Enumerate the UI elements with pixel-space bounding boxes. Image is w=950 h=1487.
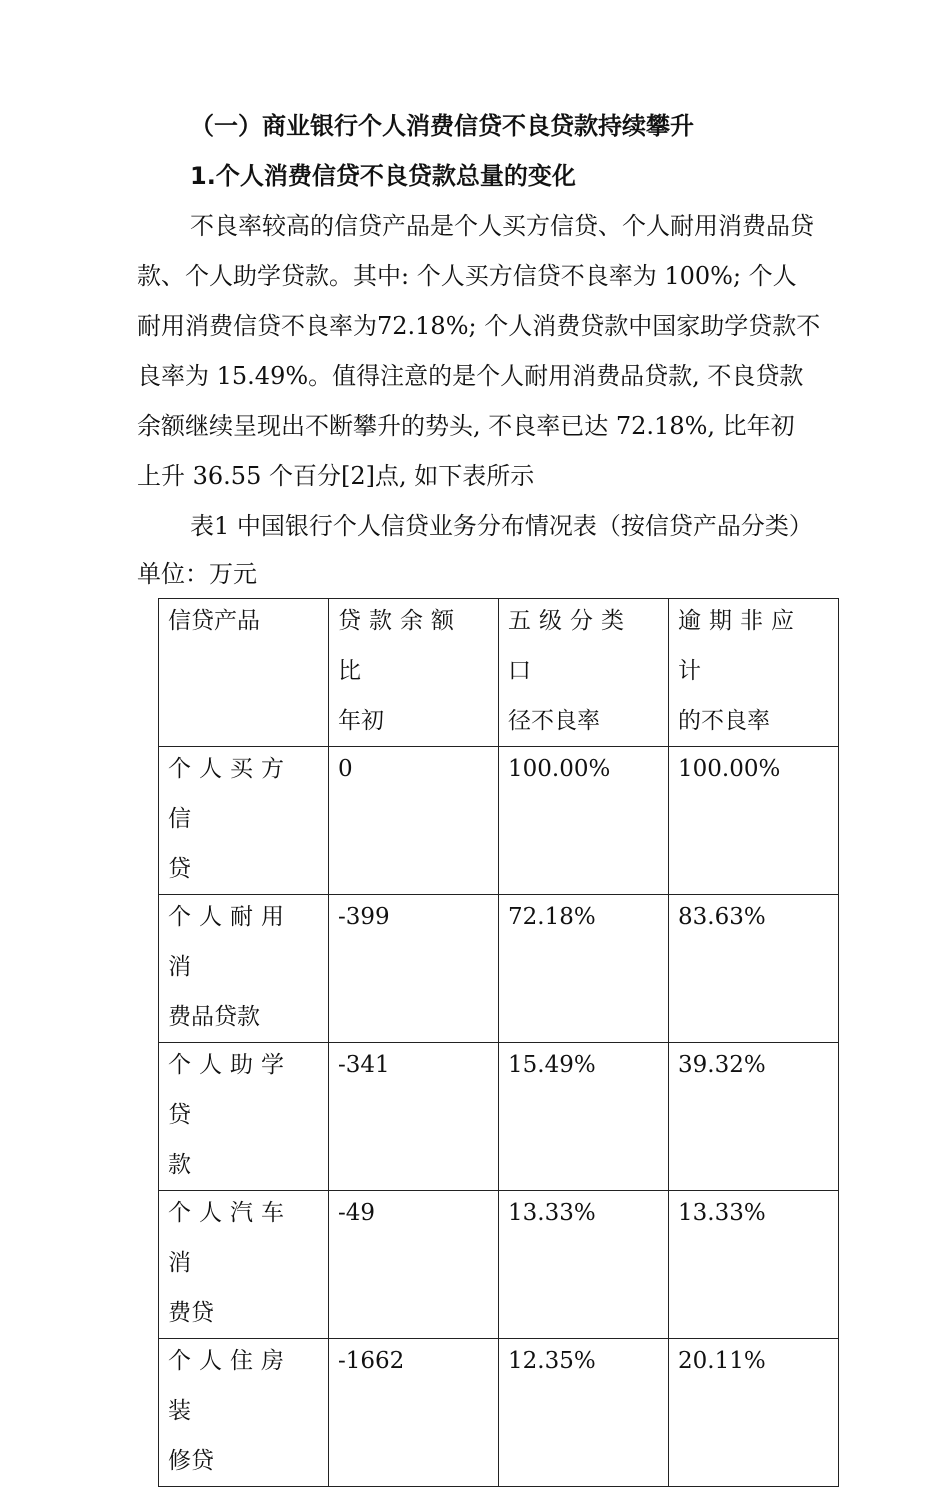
table-unit: 单位：万元 bbox=[137, 560, 257, 588]
five-class-npl-cell: 100.00% bbox=[499, 747, 669, 895]
paragraph-line: 不良率较高的信贷产品是个人买方信贷、个人耐用消费品贷 bbox=[190, 212, 814, 240]
balance-cell: -399 bbox=[329, 895, 499, 1043]
five-class-npl-cell: 72.18% bbox=[499, 895, 669, 1043]
product-cell: 个人买方信 贷 bbox=[159, 747, 329, 895]
product-cell: 个人耐用消 费品贷款 bbox=[159, 895, 329, 1043]
paragraph-line: 余额继续呈现出不断攀升的势头, 不良率已达 72.18%, 比年初 bbox=[137, 412, 795, 440]
credit-product-table bbox=[158, 598, 839, 1487]
overdue-npl-cell: 13.33% bbox=[669, 1191, 839, 1339]
balance-cell: -341 bbox=[329, 1043, 499, 1191]
paragraph-line: 上升 36.55 个百分[2]点, 如下表所示 bbox=[137, 462, 535, 490]
paragraph-line: 良率为 15.49%。值得注意的是个人耐用消费品贷款, 不良贷款 bbox=[137, 362, 804, 390]
table-caption: 表1 中国银行个人信贷业务分布情况表（按信贷产品分类） bbox=[190, 512, 813, 540]
table-row bbox=[159, 747, 839, 895]
overdue-npl-cell: 100.00% bbox=[669, 747, 839, 895]
table-row bbox=[159, 1191, 839, 1339]
five-class-npl-cell: 13.33% bbox=[499, 1191, 669, 1339]
header-cell-five-class-npl: 五级分类口 径不良率 bbox=[499, 599, 669, 747]
section-heading: （一）商业银行个人消费信贷不良贷款持续攀升 bbox=[190, 112, 694, 140]
balance-cell: -49 bbox=[329, 1191, 499, 1339]
subsection-heading: 1.个人消费信贷不良贷款总量的变化 bbox=[190, 162, 576, 190]
header-cell-balance: 贷款余额比 年初 bbox=[329, 599, 499, 747]
five-class-npl-cell: 12.35% bbox=[499, 1339, 669, 1487]
product-cell: 个人助学贷 款 bbox=[159, 1043, 329, 1191]
overdue-npl-cell: 39.32% bbox=[669, 1043, 839, 1191]
table-header-row bbox=[159, 599, 839, 747]
paragraph-line: 款、个人助学贷款。其中: 个人买方信贷不良率为 100%; 个人 bbox=[137, 262, 797, 290]
five-class-npl-cell: 15.49% bbox=[499, 1043, 669, 1191]
product-cell: 个人汽车消 费贷 bbox=[159, 1191, 329, 1339]
table-row bbox=[159, 1339, 839, 1487]
table-row bbox=[159, 1043, 839, 1191]
product-cell: 个人住房装 修贷 bbox=[159, 1339, 329, 1487]
balance-cell: -1662 bbox=[329, 1339, 499, 1487]
overdue-npl-cell: 83.63% bbox=[669, 895, 839, 1043]
table-row bbox=[159, 895, 839, 1043]
header-cell-overdue-npl: 逾期非应计 的不良率 bbox=[669, 599, 839, 747]
paragraph-line: 耐用消费信贷不良率为72.18%; 个人消费贷款中国家助学贷款不 bbox=[137, 312, 821, 340]
overdue-npl-cell: 20.11% bbox=[669, 1339, 839, 1487]
balance-cell: 0 bbox=[329, 747, 499, 895]
header-cell-product: 信贷产品 bbox=[159, 599, 329, 747]
